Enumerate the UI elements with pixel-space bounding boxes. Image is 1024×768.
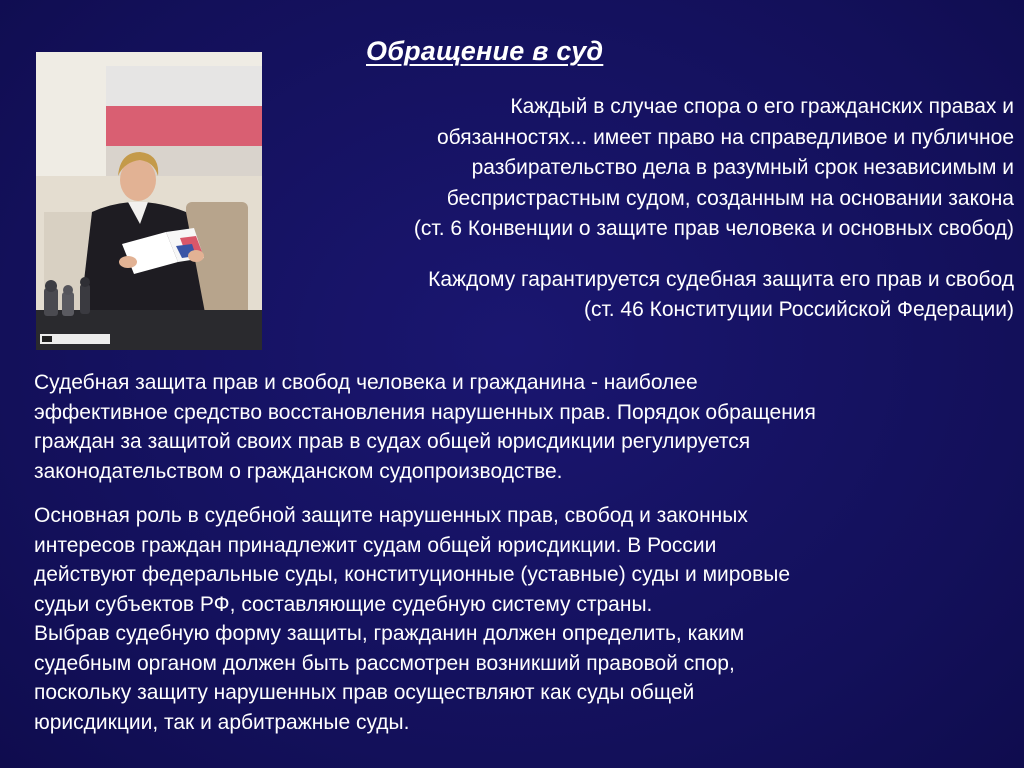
body-line: Основная роль в судебной защите нарушенных прав, свобод и законных [34, 504, 748, 527]
body-line: судьи субъектов РФ, составляющие судебную систему страны. [34, 592, 653, 616]
quote-line: Каждому гарантируется судебная защита его прав и свобод [428, 267, 1014, 291]
body-line: судебным органом должен быть рассмотрен возникший правовой спор, [34, 651, 735, 675]
paragraph-judicial-protection [34, 368, 1014, 486]
paragraph-courts-role [34, 501, 1014, 737]
quote-convention [274, 92, 1014, 245]
body-line: действуют федеральные суды, конституционные (уставные) суды и мировые [34, 563, 791, 586]
slide-title: Обращение в суд [366, 36, 604, 66]
quote-line: (ст. 6 Конвенции о защите прав человека и основных свобод) [413, 217, 1014, 240]
body-text [34, 368, 1014, 737]
quote-block [274, 92, 1014, 326]
judge-photo-illustration [36, 52, 262, 350]
quote-line: беспристрастным судом, созданным на основании закона [446, 186, 1014, 210]
quote-line: разбирательство дела в разумный срок независимым и [471, 156, 1014, 179]
body-line: Выбрав судебную форму защиты, гражданин должен определить, каким [34, 622, 745, 645]
body-line: Судебная защита прав и свобод человека и гражданина - наиболее [34, 371, 698, 394]
body-line: юрисдикции, так и арбитражные суды. [34, 710, 410, 734]
body-line: граждан за защитой своих прав в судах общей юрисдикции регулируется [34, 430, 751, 453]
quote-line: обязанностях... имеет право на справедливое и публичное [436, 125, 1014, 149]
body-line: эффективное средство восстановления нарушенных прав. Порядок обращения [34, 400, 816, 424]
quote-line: (ст. 46 Конституции Российской Федерации) [583, 298, 1014, 321]
judge-photo [36, 52, 262, 350]
body-line: интересов граждан принадлежит судам общей юрисдикции. В России [34, 533, 717, 557]
body-line: законодательством о гражданском судопроизводстве. [34, 459, 563, 483]
quote-constitution [274, 265, 1014, 326]
quote-line: Каждый в случае спора о его гражданских правах и [510, 95, 1014, 118]
body-line: поскольку защиту нарушенных прав осуществляют как суды общей [34, 681, 695, 704]
